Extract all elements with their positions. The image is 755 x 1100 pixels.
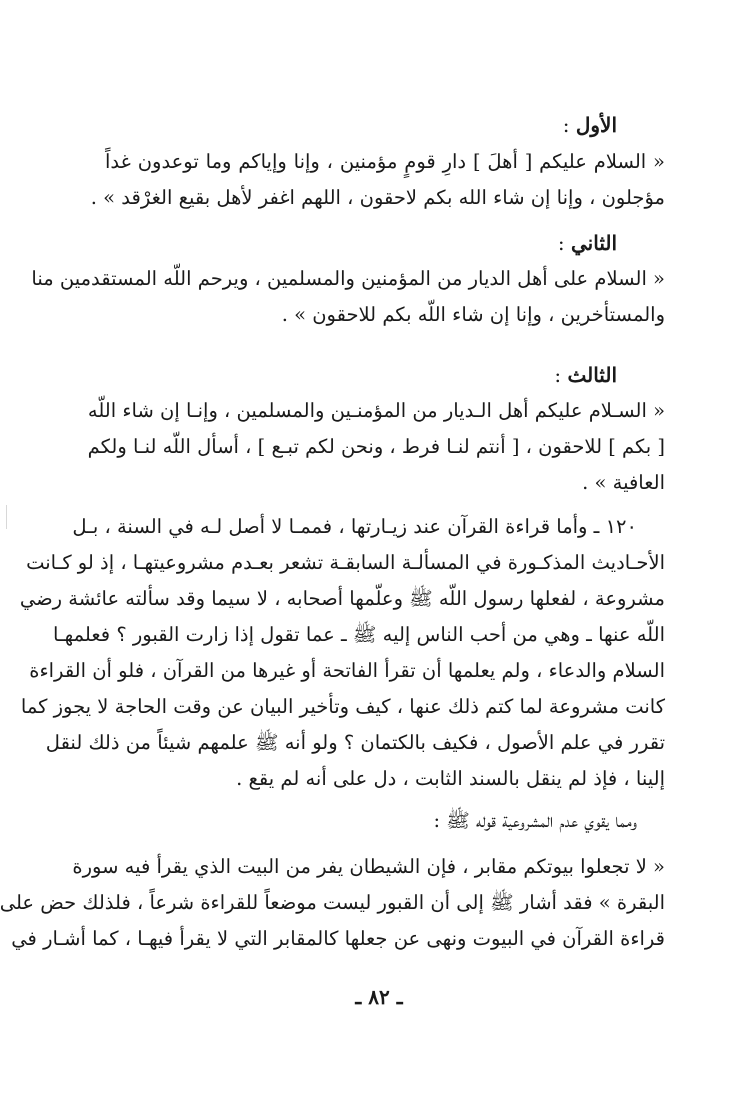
hadith-paragraph-line: قراءة القرآن في البيوت ونهى عن جعلها كالمقابر التي لا يقرأ فيهـا ، كما أشـار في <box>11 927 665 950</box>
text-line: مؤجلون ، وإنا إن شاء الله بكم لاحقون ، اللهم اغفر لأهل بقيع الغرْقد » . <box>90 186 665 209</box>
heading-text: الأول <box>575 113 617 137</box>
paragraph-120-line: اللّه عنها ـ وهي من أحب الناس إليه ﷺ ـ عما تقول إذا زارت القبور ؟ فعلمهـا <box>53 623 665 646</box>
section-heading-second <box>558 226 617 260</box>
page-number: ـ ٨٢ ـ <box>355 985 403 1009</box>
hadith-paragraph-line: البقرة » فقد أشار ﷺ إلى أن القبور ليست موضعاً للقراءة شرعاً ، فلذلك حض على <box>0 891 665 914</box>
heading-colon: : <box>562 113 576 137</box>
paragraph-120-line: السلام والدعاء ، ولم يعلمها أن تقرأ الفاتحة أو غيرها من القرآن ، فلو أن القراءة <box>29 659 665 682</box>
text-line: [ بكم ] للاحقون ، [ أنتم لنـا فرط ، ونحن لكم تبـع ] ، أسأل اللّه لنـا ولكم <box>87 435 665 458</box>
text-line: « السلام على أهل الديار من المؤمنين والمسلمين ، ويرحم اللّه المستقدمين منا <box>31 267 665 290</box>
scan-edge-mark <box>6 505 7 529</box>
hadith-paragraph-line: « لا تجعلوا بيوتكم مقابر ، فإن الشيطان يفر من البيت الذي يقرأ فيه سورة <box>72 855 665 878</box>
heading-colon: : <box>557 231 571 255</box>
text-line: « السـلام عليكم أهل الـديار من المؤمنـين والمسلمين ، وإنـا إن شاء اللّه <box>87 399 665 422</box>
heading-text: الثاني <box>570 231 617 255</box>
paragraph-120-line: الأحـاديث المذكـورة في المسألـة السابقـة تشعر بعـدم مشروعيتهـا ، إذ لو كـانت <box>26 551 665 574</box>
section-heading-third <box>554 358 617 392</box>
paragraph-120-line: مشروعة ، لفعلها رسول اللّه ﷺ وعلّمها أصحابه ، لا سيما وقد سألته عائشة رضي <box>19 587 665 610</box>
section-heading-first <box>563 108 617 142</box>
text-line: والمستأخرين ، وإنا إن شاء اللّه بكم للاحقون » . <box>281 303 665 326</box>
paragraph-120-line: تقرر في علم الأصول ، فكيف بالكتمان ؟ ولو أنه ﷺ علمهم شيئاً من ذلك لنقل <box>45 731 665 754</box>
paragraph-120-line: ١٢٠ ـ وأما قراءة القرآن عند زيـارتها ، فممـا لا أصل لـه في السنة ، بـل <box>72 515 637 538</box>
intro-line: ومما يقوي عدم المشروعية قوله ﷺ : <box>433 809 637 832</box>
text-line: العافية » . <box>582 471 665 494</box>
heading-text: الثالث <box>567 363 617 387</box>
text-line: « السلام عليكم [ أهلَ ] دارِ قومٍ مؤمنين ، وإنا وإياكم وما توعدون غداً <box>105 150 665 173</box>
heading-colon: : <box>554 363 568 387</box>
paragraph-120-line: كانت مشروعة لما كتم ذلك عنها ، كيف وتأخير البيان عن وقت الحاجة لا يجوز كما <box>20 695 665 718</box>
paragraph-120-line: إلينا ، فإذ لم ينقل بالسند الثابت ، دل على أنه لم يقع . <box>236 767 665 790</box>
